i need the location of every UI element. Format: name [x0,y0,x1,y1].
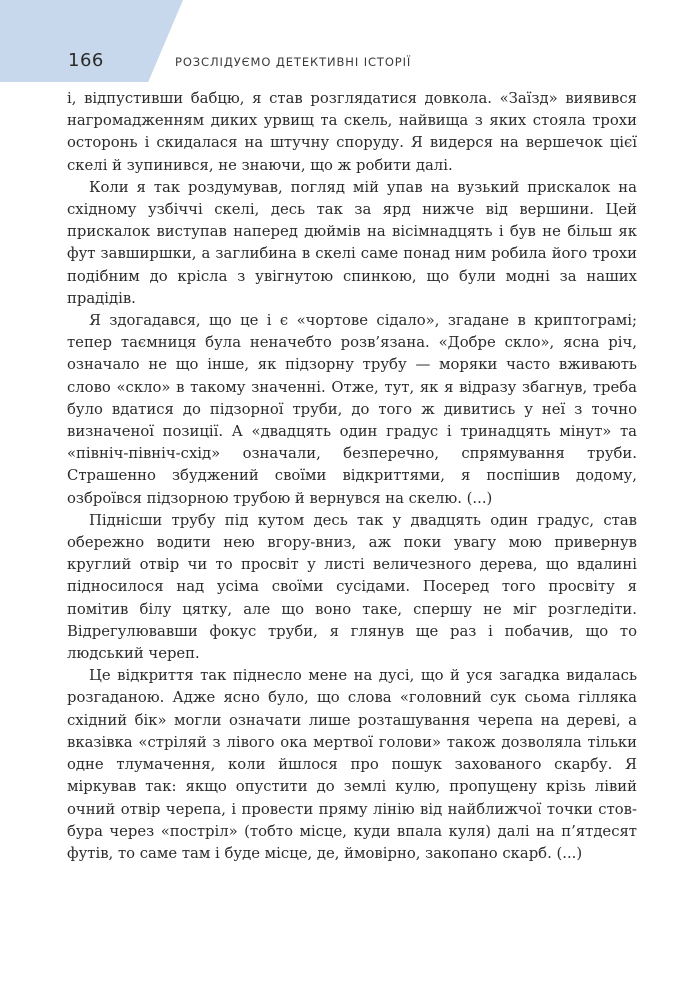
page-number: 166 [68,50,104,71]
paragraph-1: і, відпустивши бабцю, я став розглядатися довкола. «Заїзд» виявився нагромадженням диких урвищ та скель, найвища з яких стояла трохи осторонь і скидалася на штучну споруду. Я видерся на вершечок цієї скелі й зупинився, не знаючи, що ж робити далі. [67,90,637,174]
body-text [67,88,637,865]
paragraph-5: Це відкриття так піднесло мене на дусі, що й уся загадка видалась розгаданою. Адже ясно було, що слова «головний сук сьома гілляка східний бік» могли означати лише розташування черепа на дереві, а вказівка «стріляй з лівого ока мертвої голови» також дозволяла тільки одне тлумачення, коли йшлося про пошук захованого скарбу. Я міркував так: якщо опустити до землі кулю, пропущену крізь лівий очний отвір черепа, і провести пряму лінію від найближчої точки стовбура через «постріл» (тобто місце, куди впала куля) далі на п’ятдесят футів, то саме там і буде місце, де, ймовірно, закопано скарб. (...) [67,667,637,862]
paragraph-4: Піднісши трубу під кутом десь так у двадцять один градус, став обережно водити нею вгору-вниз, аж поки увагу мою привернув круглий отвір чи то просвіт у листі величезного дерева, що вдалині підносилося над усіма своїми сусідами. Посеред того просвіту я помітив білу цятку, але що воно таке, спершу не міг розгледіти. Відрегулювавши фокус труби, я глянув ще раз і побачив, що то людський череп. [67,511,637,663]
running-head: РОЗСЛІДУЄМО ДЕТЕКТИВНІ ІСТОРІЇ [175,55,412,69]
paragraph-2: Коли я так роздумував, погляд мій упав на вузький прискалок на східному узбіччі скелі, десь так за ярд нижче від вершини. Цей прискалок виступав наперед дюймів на вісімнадцять і був не більш як фут завширшки, а заглибина в скелі саме понад ним робила його трохи подібним до крісла з увігнутою спинкою, що були модні за наших прадідів. [67,178,637,307]
paragraph-3: Я здогадався, що це і є «чортове сідало», згадане в криптограмі; тепер таємниця була неначебто розв’язана. «Добре скло», ясна річ, означало не що інше, як підзорну трубу — моряки часто вживають слово «скло» в такому значенні. Отже, тут, як я відразу збагнув, треба було вдатися до підзорної труби, до того ж дивитись у неї з точно визначеної позиції. А «двадцять один градус і тринадцять мінут» та «північ-північ-схід» означали, безперечно, спрямування труби. Страшенно збуджений своїми відкриттями, я поспішив додому, озброївся підзорною трубою й вернувся на скелю. (...) [67,312,637,507]
